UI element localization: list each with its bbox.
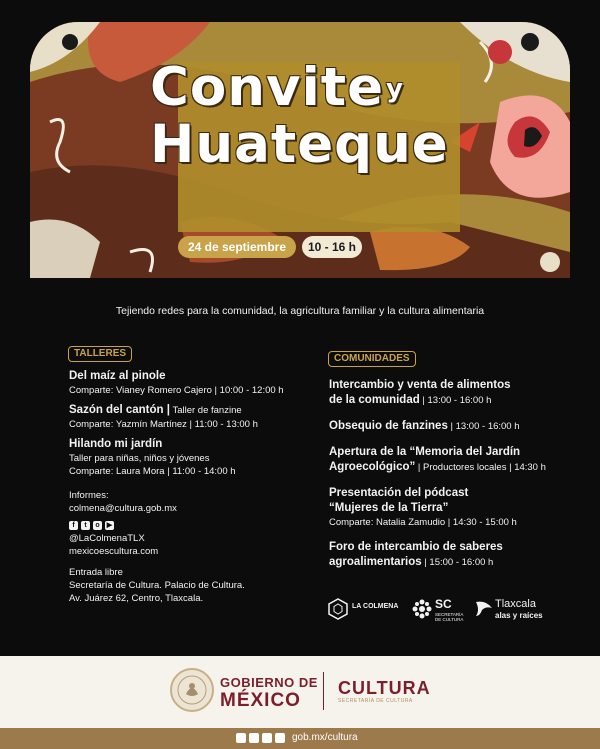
date-pill: 24 de septiembre <box>178 236 296 258</box>
facebook-icon[interactable]: f <box>69 521 78 530</box>
gobierno-text: GOBIERNO DE <box>220 675 318 690</box>
taller-item <box>69 403 309 431</box>
hexagon-icon <box>328 598 348 620</box>
footer-bar <box>0 728 600 749</box>
talleres-list <box>69 369 309 478</box>
website-link[interactable]: mexicoescultura.com <box>69 546 159 557</box>
address-line-1: Secretaría de Cultura. Palacio de Cultura. <box>69 580 245 591</box>
title-connector: y <box>386 74 404 104</box>
sc-text: SC <box>435 597 452 611</box>
twitter-icon[interactable]: t <box>81 521 90 530</box>
youtube-icon[interactable] <box>275 733 285 743</box>
mexico-seal-icon <box>170 668 214 712</box>
comunidad-time: | 13:00 - 16:00 h <box>419 395 492 406</box>
title-line-2: Huateque <box>150 114 449 175</box>
comunidad-time: | 13:00 - 16:00 h <box>447 421 520 432</box>
event-title <box>150 57 480 175</box>
comunidad-detail: Comparte: Natalia Zamudio | 14:30 - 15:00 h <box>329 517 517 528</box>
title-line-1: Convite <box>150 57 385 118</box>
comunidad-title: Presentación del pódcast <box>329 487 469 499</box>
comunidad-title-2: Agroecológico” <box>329 461 416 473</box>
mexico-text: MÉXICO <box>220 690 301 711</box>
talleres-badge: TALLERES <box>68 346 132 362</box>
comunidad-item <box>329 419 579 434</box>
tlaxcala-text: Tlaxcala <box>495 598 536 610</box>
instagram-icon[interactable] <box>262 733 272 743</box>
comunidad-title: Foro de intercambio de saberes <box>329 541 503 553</box>
sc-subtext: SECRETARÍA DE CULTURA <box>435 612 464 622</box>
taller-title: Sazón del cantón | <box>69 404 170 416</box>
la-colmena-text: LA COLMENA <box>352 603 399 610</box>
social-handle[interactable]: @LaColmenaTLX <box>69 533 145 544</box>
comunidad-time: | 15:00 - 16:00 h <box>421 557 494 568</box>
taller-title: Hilando mi jardín <box>69 438 163 450</box>
gobierno-mexico-logo <box>220 674 318 710</box>
informes-label: Informes: <box>69 490 109 501</box>
comunidad-title: Obsequio de fanzines <box>329 420 448 432</box>
cultura-text: CULTURA <box>338 678 431 698</box>
contact-email[interactable]: colmena@cultura.gob.mx <box>69 503 177 514</box>
comunidades-badge: COMUNIDADES <box>328 351 416 367</box>
time-pill: 10 - 16 h <box>302 236 362 258</box>
partner-logos <box>328 596 573 626</box>
taller-audience: Taller para niñas, niños y jóvenes <box>69 453 210 464</box>
comunidad-title-2: de la comunidad <box>329 394 420 406</box>
flower-icon <box>412 599 432 619</box>
tagline: Tejiendo redes para la comunidad, la agricultura familiar y la cultura alimentaria <box>115 305 485 317</box>
hero-artwork <box>30 22 570 278</box>
youtube-icon[interactable]: ▶ <box>106 522 113 529</box>
comunidad-item <box>329 486 579 529</box>
taller-detail: Comparte: Vianey Romero Cajero | 10:00 - 12:00 h <box>69 385 284 396</box>
comunidades-list <box>329 378 579 570</box>
comunidad-item <box>329 378 579 408</box>
cultura-subtext: SECRETARÍA DE CULTURA <box>338 698 413 704</box>
comunidad-title: Intercambio y venta de alimentos <box>329 379 511 391</box>
footer-url[interactable]: gob.mx/cultura <box>292 732 358 743</box>
comunidad-item <box>329 445 579 475</box>
taller-title: Del maíz al pinole <box>69 370 166 382</box>
taller-item <box>69 369 309 397</box>
wing-icon <box>474 598 494 618</box>
facebook-icon[interactable] <box>236 733 246 743</box>
comunidad-title-2: agroalimentarios <box>329 556 422 568</box>
comunidad-time: | Productores locales | 14:30 h <box>415 462 546 473</box>
instagram-icon[interactable]: o <box>93 521 102 530</box>
taller-item <box>69 437 309 478</box>
comunidad-title-2: “Mujeres de la Tierra” <box>329 502 449 514</box>
entry-note: Entrada libre <box>69 567 123 578</box>
taller-detail: Comparte: Laura Mora | 11:00 - 14:00 h <box>69 466 236 477</box>
government-footer <box>0 656 600 728</box>
cultura-logo <box>338 678 431 704</box>
twitter-icon[interactable] <box>249 733 259 743</box>
taller-type: Taller de fanzine <box>169 405 242 416</box>
tlaxcala-subtext: alas y raíces <box>495 611 543 620</box>
address-line-2: Av. Juárez 62, Centro, Tlaxcala. <box>69 593 204 604</box>
footer-divider <box>323 672 324 710</box>
social-icons <box>69 521 309 530</box>
contact-block <box>69 489 309 605</box>
comunidad-title: Apertura de la “Memoria del Jardín <box>329 446 521 458</box>
taller-detail: Comparte: Yazmín Martínez | 11:00 - 13:00 h <box>69 419 258 430</box>
comunidad-item <box>329 540 579 570</box>
